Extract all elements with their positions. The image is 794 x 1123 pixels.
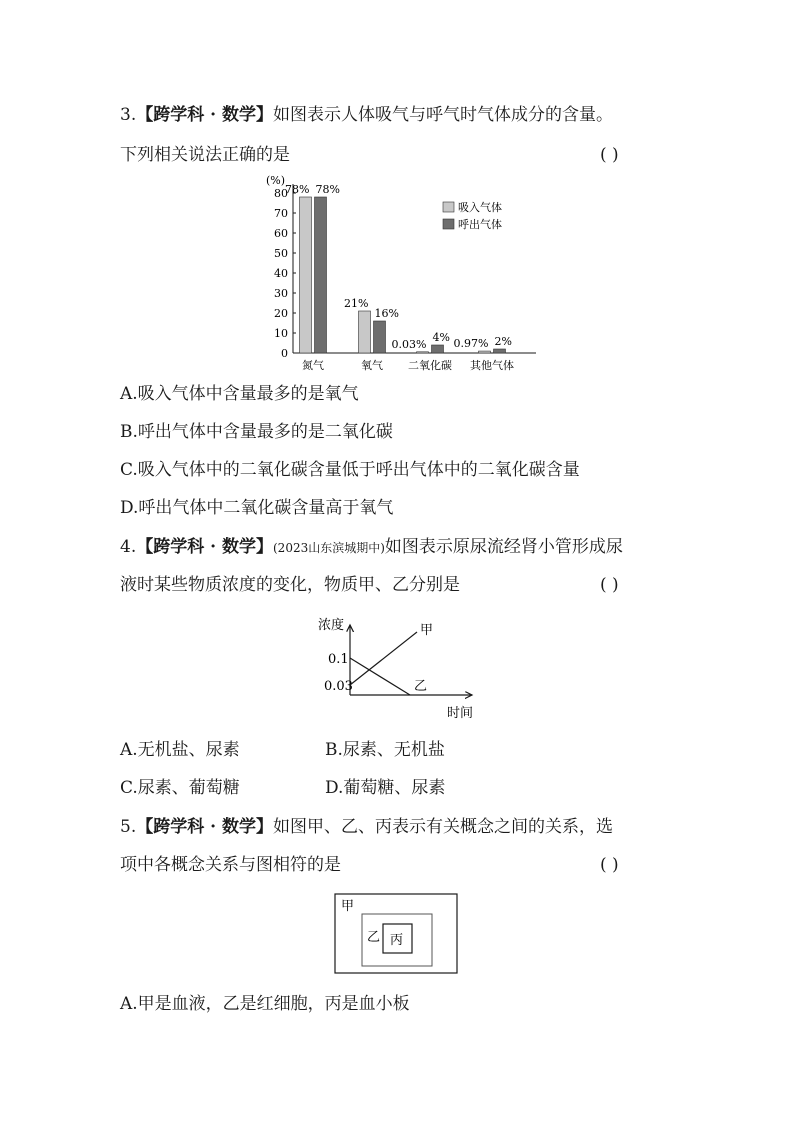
y-tick-label: 0.03: [324, 679, 353, 694]
bar: [432, 345, 444, 353]
q3-number: 3.: [120, 105, 137, 125]
bar: [300, 197, 312, 353]
bar: [479, 351, 491, 353]
y-tick-label: 40: [274, 267, 288, 280]
bar: [359, 311, 371, 353]
outer-label: 甲: [341, 899, 355, 914]
q3-option-b[interactable]: B.呼出气体中含量最多的是二氧化碳: [120, 422, 393, 442]
bar-value-label: 4%: [432, 331, 450, 344]
y-tick-label: 70: [274, 207, 288, 220]
bar: [315, 197, 327, 353]
series-yi-label: 乙: [414, 679, 428, 694]
q5-stem-line1: [120, 815, 613, 839]
q5-stem-line2: [120, 853, 341, 877]
concentration-line-chart: [312, 610, 492, 725]
bar-value-label: 2%: [494, 335, 512, 348]
inner-label: 丙: [390, 933, 404, 948]
series-yi-line: [350, 658, 410, 695]
x-axis-label: 时间: [447, 706, 474, 721]
q4-stem2: 液时某些物质浓度的变化，物质甲、乙分别是: [120, 575, 460, 595]
q4-stem-line1: [120, 535, 623, 560]
q5-stem2: 项中各概念关系与图相符的是: [120, 855, 341, 875]
q4-number: 4.: [120, 537, 137, 557]
q3-option-c[interactable]: C.吸入气体中的二氧化碳含量低于呼出气体中的二氧化碳含量: [120, 460, 580, 480]
bar-value-label: 0.03%: [391, 337, 427, 351]
q4-stem-line2: [120, 573, 460, 597]
legend-swatch: [443, 202, 454, 212]
q4-answer-paren[interactable]: ( ): [600, 575, 619, 595]
bar-value-label: 16%: [374, 307, 399, 320]
q3-option-a[interactable]: A.吸入气体中含量最多的是氧气: [120, 384, 359, 404]
bar: [494, 349, 506, 353]
bar-value-label: 21%: [344, 297, 369, 310]
q5-answer-paren[interactable]: ( ): [600, 855, 619, 875]
q4-option-c[interactable]: C.尿素、葡萄糖: [120, 778, 240, 798]
bar: [374, 321, 386, 353]
y-tick-label: 80: [274, 187, 288, 200]
x-tick-label: 氧气: [361, 359, 383, 372]
bar-value-label: 78%: [315, 183, 340, 196]
q5-option-a[interactable]: A.甲是血液，乙是红细胞，丙是血小板: [120, 994, 410, 1014]
y-tick-label: 10: [274, 327, 288, 340]
y-unit-label: (%): [266, 174, 286, 187]
q3-stem2: 下列相关说法正确的是: [120, 145, 290, 165]
y-tick-label: 0.1: [328, 652, 349, 667]
x-tick-label: 二氧化碳: [408, 359, 452, 372]
q4-option-a[interactable]: A.无机盐、尿素: [120, 740, 240, 760]
q3-tag: 【跨学科 · 数学】: [136, 105, 273, 125]
x-tick-label: 其他气体: [470, 359, 514, 372]
y-tick-label: 30: [274, 287, 288, 300]
q4-source: (2023山东滨城期中): [273, 541, 385, 555]
bar-value-label: 0.97%: [453, 337, 489, 351]
legend-label: 吸入气体: [458, 201, 502, 214]
series-jia-line: [350, 632, 417, 685]
q3-stem-line1: [120, 103, 613, 127]
q3-stem1: 如图表示人体吸气与呼气时气体成分的含量。: [273, 105, 613, 125]
gas-composition-bar-chart: [260, 172, 540, 372]
q3-option-d[interactable]: D.呼出气体中二氧化碳含量高于氧气: [120, 498, 394, 518]
q4-tag: 【跨学科 · 数学】: [136, 537, 273, 557]
q4-option-b[interactable]: B.尿素、无机盐: [325, 740, 445, 760]
y-tick-label: 50: [274, 247, 288, 260]
legend-swatch: [443, 219, 454, 229]
series-jia-label: 甲: [420, 623, 434, 638]
q5-tag: 【跨学科 · 数学】: [136, 817, 273, 837]
bar-value-label: 78%: [285, 183, 310, 196]
q5-stem1: 如图甲、乙、丙表示有关概念之间的关系，选: [273, 817, 613, 837]
q5-number: 5.: [120, 817, 137, 837]
y-tick-label: 60: [274, 227, 288, 240]
y-tick-label: 0: [281, 347, 288, 360]
middle-label: 乙: [367, 930, 381, 945]
legend-label: 呼出气体: [458, 218, 502, 231]
concept-nesting-diagram: [334, 893, 460, 975]
q4-option-d[interactable]: D.葡萄糖、尿素: [325, 778, 446, 798]
x-tick-label: 氮气: [302, 359, 324, 372]
q3-stem-line2: [120, 143, 290, 167]
y-tick-label: 20: [274, 307, 288, 320]
y-axis-label: 浓度: [318, 618, 345, 633]
q3-answer-paren[interactable]: ( ): [600, 145, 619, 165]
q4-stem1: 如图表示原尿流经肾小管形成尿: [384, 537, 623, 557]
bar: [417, 352, 429, 353]
